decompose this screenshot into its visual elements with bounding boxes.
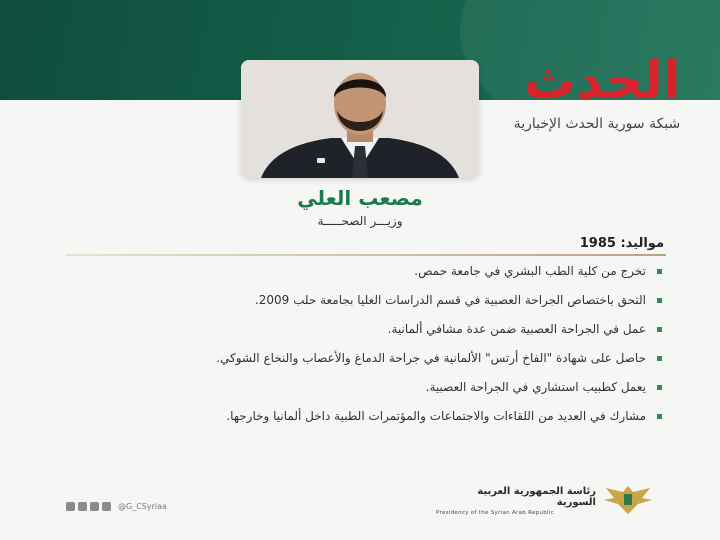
bio-item: عمل في الجراحة العصبية ضمن عدة مشافي ألمانية.: [62, 322, 662, 337]
telegram-icon[interactable]: [102, 502, 111, 511]
bio-item: حاصل على شهادة "الفاخ أرتس" الألمانية في جراحة الدماغ والأعصاب والنخاع الشوكي.: [62, 351, 662, 366]
section-divider: [66, 254, 666, 256]
person-name: مصعب العلي: [297, 186, 423, 210]
eagle-emblem-icon: [600, 482, 656, 516]
bio-list: [62, 262, 662, 424]
bio-item: مشارك في العديد من اللقاءات والاجتماعات والمؤتمرات الطبية داخل ألمانيا وخارجها.: [62, 409, 662, 424]
bio-item: التحق باختصاص الجراحة العصبية في قسم الدراسات العليا بجامعة حلب 2009.: [62, 293, 662, 308]
social-handle[interactable]: @G_CSyriaa: [118, 501, 167, 511]
presidency-label: [436, 486, 596, 516]
brand-logo-text: الحدث: [523, 51, 681, 111]
brand-logo: [512, 36, 692, 118]
presidency-english: Presidency of the Syrian Arab Republic: [436, 510, 555, 516]
person-title: وزيـــر الصحـــــة: [317, 214, 403, 228]
birth-year: مواليد: 1985: [579, 236, 664, 251]
portrait-photo: [241, 60, 479, 178]
bio-item: تخرج من كلية الطب البشري في جامعة حمص.: [62, 264, 662, 279]
x-icon[interactable]: [78, 502, 87, 511]
bio-item: يعمل كطبيب استشاري في الجراحة العصبية.: [62, 380, 662, 395]
social-links: [66, 500, 167, 512]
instagram-icon[interactable]: [90, 502, 99, 511]
brand-name: شبكة سورية الحدث الإخبارية: [513, 116, 681, 132]
facebook-icon[interactable]: [66, 502, 75, 511]
presidency-arabic: رئاسة الجمهورية العربية السورية: [477, 486, 596, 508]
